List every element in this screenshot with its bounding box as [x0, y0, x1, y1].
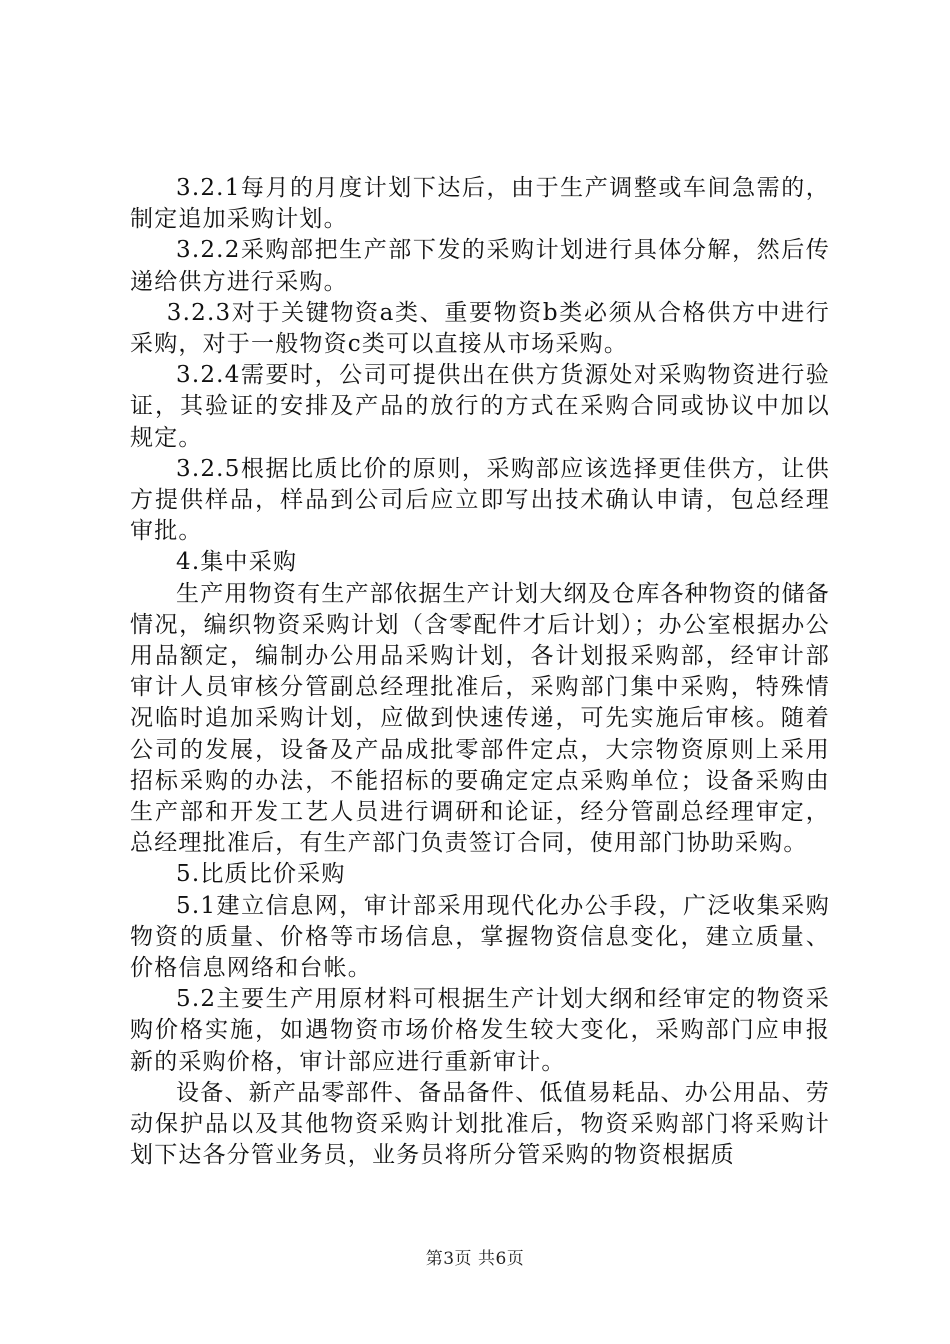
- paragraph-equipment-purchasing: 设备、新产品零部件、备品备件、低值易耗品、办公用品、劳动保护品以及其他物资采购计划批准后，物资采购部门将采购计划下达各分管业务员，业务员将所分管采购的物资根据质: [130, 1079, 830, 1169]
- section-heading-4: 4.集中采购: [176, 549, 298, 576]
- section-heading-5: 5.比质比价采购: [176, 861, 346, 888]
- paragraph-5-1: 5.1建立信息网，审计部采用现代化办公手段，广泛收集采购物资的质量、价格等市场信息，掌握物资信息变化，建立质量、价格信息网络和台帐。: [130, 892, 830, 982]
- paragraph-3-2-4: 3.2.4需要时，公司可提供出在供方货源处对采购物资进行验证，其验证的安排及产品的放行的方式在采购合同或协议中加以规定。: [130, 362, 830, 451]
- paragraph-3-2-3: 3.2.3对于关键物资a类、重要物资b类必须从合格供方中进行采购，对于一般物资c类可以直接从市场采购。: [130, 299, 830, 358]
- paragraph-5-2: 5.2主要生产用原材料可根据生产计划大纲和经审定的物资采购价格实施，如遇物资市场价格发生较大变化，采购部门应申报新的采购价格，审计部应进行重新审计。: [130, 986, 830, 1075]
- paragraph-3-2-2: 3.2.2采购部把生产部下发的采购计划进行具体分解，然后传递给供方进行采购。: [130, 237, 830, 295]
- page-number-footer: 第3页 共6页: [425, 1249, 525, 1269]
- paragraph-centralized-purchasing: 生产用物资有生产部依据生产计划大纲及仓库各种物资的储备情况，编织物资采购计划（含零配件才后计划）；办公室根据办公用品额定，编制办公用品采购计划，各计划报采购部，经审计部审计人员审核分管副总经理批准后，采购部门集中采购，特殊情况临时追加采购计划，应做到快速传递，可先实施后审核。随着公司的发展，设备及产品成批零部件定点，大宗物资原则上采用招标采购的办法，不能招标的要确定定点采购单位；设备采购由生产部和开发工艺人员进行调研和论证，经分管副总经理审定，总经理批准后，有生产部门负责签订合同，使用部门协助采购。: [130, 580, 830, 857]
- paragraph-3-2-1: 3.2.1每月的月度计划下达后，由于生产调整或车间急需的，制定追加采购计划。: [130, 175, 830, 233]
- paragraph-3-2-5: 3.2.5根据比质比价的原则，采购部应该选择更佳供方，让供方提供样品，样品到公司后应立即写出技术确认申请，包总经理审批。: [130, 455, 830, 545]
- document-body: [130, 173, 830, 1172]
